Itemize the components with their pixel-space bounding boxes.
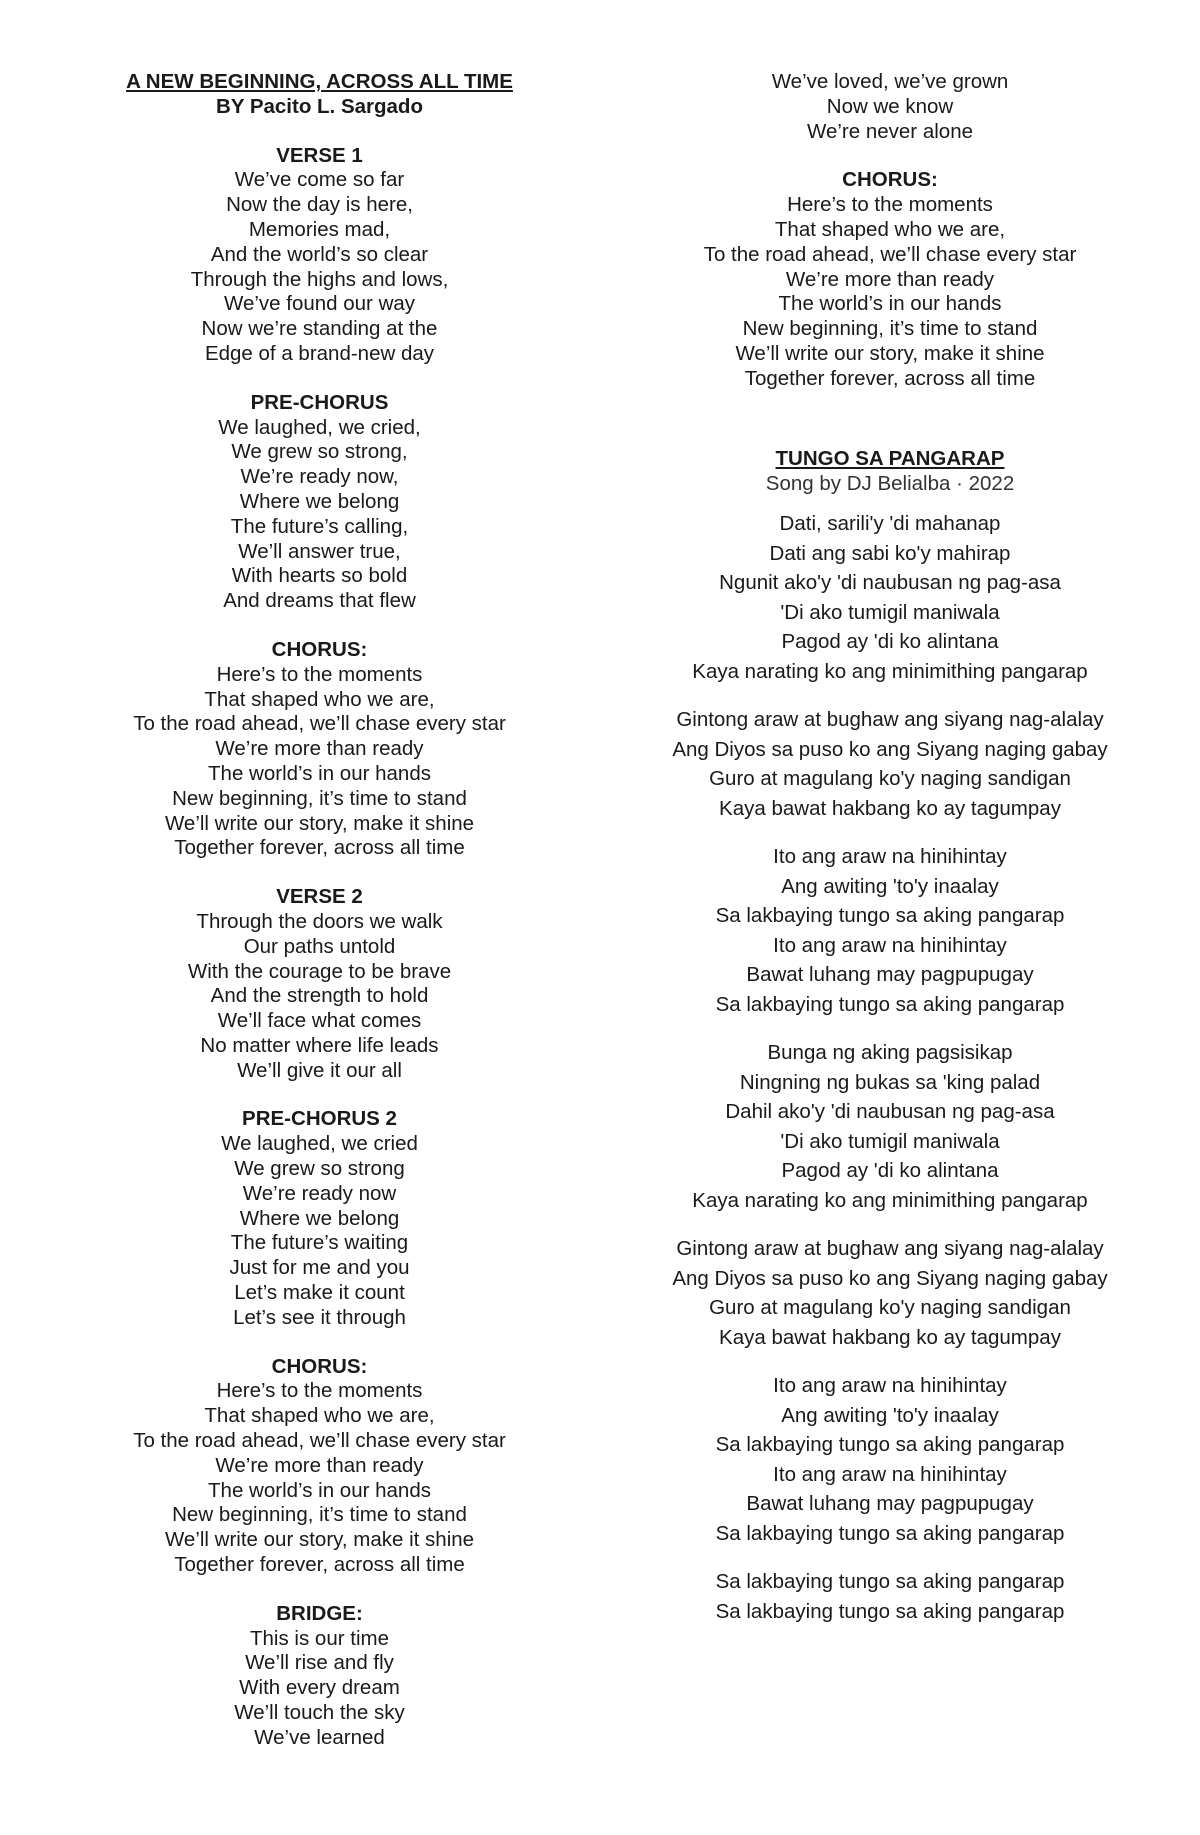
song1-sections <box>112 144 527 1751</box>
lyric-line: We’re ready now, <box>240 465 399 489</box>
lyric-line: We’ve loved, we’ve grown <box>771 70 1009 93</box>
lyric-line: Ito ang araw na hinihintay <box>773 845 1007 869</box>
lyric-line: And the world’s so clear <box>210 242 429 266</box>
lyric-line: Ito ang araw na hinihintay <box>773 1374 1007 1398</box>
lyric-line: We’ve come so far <box>234 168 405 192</box>
lyric-line: New beginning, it’s time to stand <box>172 786 467 810</box>
lyric-line: Just for me and you <box>229 1256 410 1280</box>
lyric-line: Guro at magulang ko'y naging sandigan <box>709 1296 1071 1320</box>
song1-author: BY Pacito L. Sargado <box>216 94 423 118</box>
lyric-line: Sa lakbaying tungo sa aking pangarap <box>715 992 1065 1016</box>
song2-subtitle: Song by DJ Belialba · 2022 <box>765 472 1015 496</box>
lyric-line: Dati ang sabi ko'y mahirap <box>769 541 1011 565</box>
lyric-line: Sa lakbaying tungo sa aking pangarap <box>715 1433 1065 1457</box>
lyric-line: To the road ahead, we’ll chase every star <box>133 1429 506 1453</box>
lyric-line: Pagod ay 'di ko alintana <box>781 630 999 654</box>
lyric-line: We’ve learned <box>254 1725 385 1749</box>
stanza <box>655 1567 1125 1626</box>
lyric-line: We laughed, we cried, <box>218 415 421 439</box>
lyric-line: Where we belong <box>239 1206 400 1230</box>
section-heading: CHORUS: <box>271 1354 368 1378</box>
song-section <box>112 1107 527 1330</box>
section-heading: PRE-CHORUS <box>250 390 389 414</box>
lyric-line: And dreams that flew <box>223 589 416 613</box>
lyric-line: Ang Diyos sa puso ko ang Siyang naging gabay <box>672 737 1108 761</box>
lyric-line: Ningning ng bukas sa 'king palad <box>739 1070 1041 1094</box>
lyric-line: Kaya bawat hakbang ko ay tagumpay <box>719 1325 1061 1349</box>
lyric-line: Now the day is here, <box>226 193 413 217</box>
lyric-line: Bawat luhang may pagpupugay <box>746 963 1034 987</box>
lyric-line: Kaya narating ko ang minimithing pangarap <box>692 1188 1088 1212</box>
lyric-line: Ang Diyos sa puso ko ang Siyang naging gabay <box>672 1266 1108 1290</box>
lyric-line: Through the highs and lows, <box>190 267 449 291</box>
lyric-line: Ngunit ako'y 'di naubusan ng pag-asa <box>719 571 1061 595</box>
lyric-line: That shaped who we are, <box>774 217 1006 241</box>
song2-stanzas <box>655 509 1125 1626</box>
lyric-line: Together forever, across all time <box>174 836 465 860</box>
lyric-line: We laughed, we cried <box>221 1132 418 1156</box>
lyric-line: We’ll touch the sky <box>234 1701 405 1725</box>
stanza <box>655 705 1125 823</box>
lyric-line: We’ll write our story, make it shine <box>735 341 1045 365</box>
lyric-line: That shaped who we are, <box>204 687 435 711</box>
lyric-line: Sa lakbaying tungo sa aking pangarap <box>715 1521 1065 1545</box>
stanza <box>655 842 1125 1019</box>
lyric-line: The future’s calling, <box>230 514 409 538</box>
section-heading: CHORUS: <box>271 637 368 661</box>
lyric-line: We’ll give it our all <box>237 1058 402 1082</box>
final-chorus-lines <box>655 193 1125 391</box>
stanza <box>655 1234 1125 1352</box>
lyric-line: Through the doors we walk <box>196 909 443 933</box>
lyric-line: We’ll face what comes <box>217 1009 422 1033</box>
lyric-line: Here’s to the moments <box>216 1379 423 1403</box>
section-heading: PRE-CHORUS 2 <box>242 1107 397 1131</box>
lyric-line: We’ll rise and fly <box>245 1651 394 1675</box>
lyric-line: Sa lakbaying tungo sa aking pangarap <box>715 1599 1065 1623</box>
song1-continuation <box>655 70 1125 144</box>
lyric-line: We’re more than ready <box>215 737 424 761</box>
song-section <box>112 638 527 861</box>
lyric-line: Gintong araw at bughaw ang siyang nag-alalay <box>676 708 1104 732</box>
final-chorus <box>655 168 1125 391</box>
lyric-line: We’ve found our way <box>223 292 416 316</box>
lyric-line: 'Di ako tumigil maniwala <box>780 1129 1000 1153</box>
lyric-line: Together forever, across all time <box>174 1553 465 1577</box>
song-section <box>112 144 527 367</box>
lyric-line: This is our time <box>250 1626 389 1650</box>
lyric-line: Kaya bawat hakbang ko ay tagumpay <box>719 796 1061 820</box>
song-section <box>112 1602 527 1751</box>
lyric-line: Sa lakbaying tungo sa aking pangarap <box>715 1570 1065 1594</box>
lyric-line: Ang awiting 'to'y inaalay <box>781 874 999 898</box>
lyric-line: New beginning, it’s time to stand <box>172 1503 467 1527</box>
lyric-line: We’ll write our story, make it shine <box>164 1528 475 1552</box>
section-heading: VERSE 2 <box>276 885 363 909</box>
lyric-line: Sa lakbaying tungo sa aking pangarap <box>715 904 1065 928</box>
lyric-line: Memories mad, <box>248 217 391 241</box>
lyric-line: Now we’re standing at the <box>201 317 438 341</box>
song-section <box>112 1355 527 1578</box>
stanza <box>655 1038 1125 1215</box>
song2-title: TUNGO SA PANGARAP <box>775 446 1005 470</box>
section-heading: CHORUS: <box>842 168 938 192</box>
lyric-line: Now we know <box>826 94 954 118</box>
lyric-line: Let’s see it through <box>233 1305 406 1329</box>
left-column <box>112 70 527 1751</box>
lyric-line: Let’s make it count <box>234 1281 405 1305</box>
lyric-line: Kaya narating ko ang minimithing pangarap <box>692 659 1088 683</box>
lyric-line: Ang awiting 'to'y inaalay <box>781 1403 999 1427</box>
lyric-line: We grew so strong <box>234 1157 405 1181</box>
lyric-line: Bawat luhang may pagpupugay <box>746 1492 1034 1516</box>
lyric-line: Bunga ng aking pagsisikap <box>767 1041 1013 1065</box>
lyric-line: 'Di ako tumigil maniwala <box>780 600 1000 624</box>
lyric-line: Dahil ako'y 'di naubusan ng pag-asa <box>725 1100 1055 1124</box>
lyric-line: Where we belong <box>239 489 400 513</box>
lyric-line: Here’s to the moments <box>787 193 993 217</box>
lyric-line: We’ll answer true, <box>238 539 401 563</box>
lyric-line: With every dream <box>239 1676 400 1700</box>
lyric-line: With the courage to be brave <box>187 959 452 983</box>
lyric-line: New beginning, it’s time to stand <box>742 317 1038 341</box>
song-section <box>112 885 527 1083</box>
section-heading: VERSE 1 <box>276 143 363 167</box>
lyric-line: Ito ang araw na hinihintay <box>773 1462 1007 1486</box>
stanza <box>655 1371 1125 1548</box>
lyric-line: The future’s waiting <box>230 1231 409 1255</box>
lyric-line: Edge of a brand-new day <box>204 341 435 365</box>
lyric-line: Gintong araw at bughaw ang siyang nag-alalay <box>676 1237 1104 1261</box>
lyric-line: Guro at magulang ko'y naging sandigan <box>709 767 1071 791</box>
lyric-line: To the road ahead, we’ll chase every star <box>703 242 1077 266</box>
lyric-line: Our paths untold <box>243 934 396 958</box>
song1-title: A NEW BEGINNING, ACROSS ALL TIME <box>126 70 513 93</box>
section-heading: BRIDGE: <box>276 1601 363 1625</box>
lyric-line: We’re more than ready <box>785 267 995 291</box>
lyric-line: Ito ang araw na hinihintay <box>773 933 1007 957</box>
stanza <box>655 509 1125 686</box>
lyric-line: With hearts so bold <box>231 564 408 588</box>
lyric-line: Here’s to the moments <box>216 662 423 686</box>
lyric-line: We’ll write our story, make it shine <box>164 811 475 835</box>
lyric-line: And the strength to hold <box>210 984 429 1008</box>
lyric-line: The world’s in our hands <box>208 1478 431 1502</box>
lyric-line: No matter where life leads <box>200 1033 439 1057</box>
lyric-line: Together forever, across all time <box>744 366 1036 390</box>
lyric-line: The world’s in our hands <box>208 761 431 785</box>
lyric-line: That shaped who we are, <box>204 1404 435 1428</box>
lyric-line: Pagod ay 'di ko alintana <box>781 1159 999 1183</box>
lyric-line: The world’s in our hands <box>778 292 1002 316</box>
lyric-line: We grew so strong, <box>231 440 408 464</box>
song-section <box>112 391 527 614</box>
lyric-line: We’re more than ready <box>215 1453 424 1477</box>
lyric-line: We’re never alone <box>807 119 973 143</box>
lyric-line: Dati, sarili'y 'di mahanap <box>779 512 1001 536</box>
right-column <box>655 70 1125 1626</box>
lyric-line: To the road ahead, we’ll chase every star <box>133 712 506 736</box>
lyric-line: We’re ready now <box>242 1181 397 1205</box>
